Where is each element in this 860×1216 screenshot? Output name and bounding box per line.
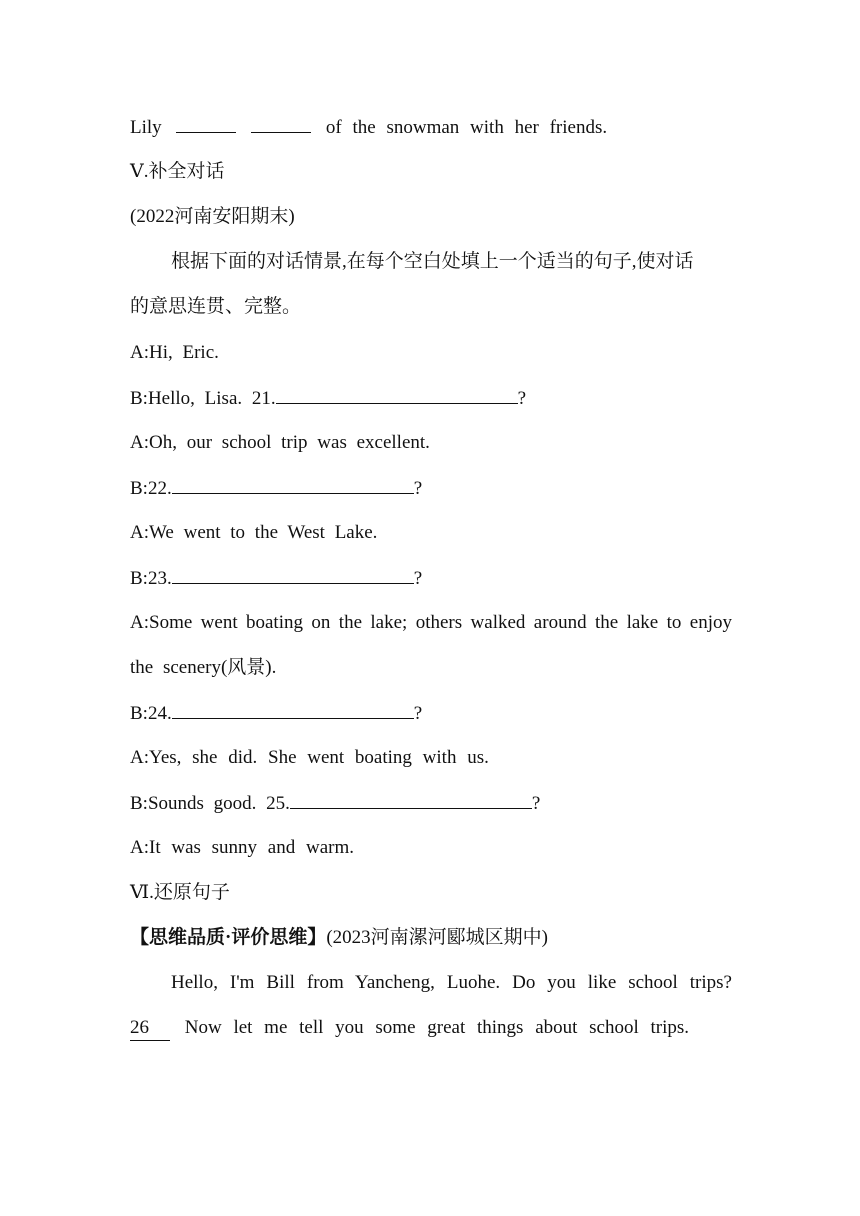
answer-blank-26[interactable] [130, 1016, 170, 1041]
text: B:22. [130, 478, 172, 499]
dialogue-line: A:It was sunny and warm. [130, 837, 354, 858]
dialogue-line [130, 473, 732, 503]
tag-label: 【思维品质·评价思维】 [130, 927, 327, 948]
dialogue-line [130, 563, 732, 593]
text: ? [531, 793, 541, 814]
dialogue-line: A:We went to the West Lake. [130, 522, 378, 543]
instruction: 的意思连贯、完整。 [130, 296, 302, 317]
text: B:Sounds good. 25. [130, 793, 290, 814]
text: ? [413, 478, 423, 499]
answer-blank[interactable] [176, 112, 236, 133]
dialogue-line: A:Oh, our school trip was excellent. [130, 432, 430, 453]
text: ? [413, 703, 423, 724]
dialogue-line [130, 383, 732, 413]
answer-blank[interactable] [172, 563, 414, 584]
section-heading-6: Ⅵ.还原句子 [130, 882, 230, 903]
source-note: (2022河南安阳期末) [130, 206, 295, 227]
section-heading-5: Ⅴ.补全对话 [130, 161, 225, 182]
line-snowman [130, 112, 732, 142]
answer-blank[interactable] [276, 383, 518, 404]
question-number: 26 [130, 1017, 149, 1038]
dialogue-line: A:Some went boating on the lake; others walked around the lake to enjoy [130, 612, 732, 633]
text: ? [413, 568, 423, 589]
dialogue-line: the scenery(风景). [130, 657, 277, 678]
answer-blank[interactable] [172, 698, 414, 719]
passage-line [130, 1013, 732, 1043]
dialogue-line [130, 698, 732, 728]
text: B:Hello, Lisa. 21. [130, 388, 276, 409]
text: B:24. [130, 703, 172, 724]
answer-blank[interactable] [290, 788, 532, 809]
dialogue-line: A:Yes, she did. She went boating with us. [130, 747, 489, 768]
passage-line: Hello, I'm Bill from Yancheng, Luohe. Do you like school trips? [171, 972, 732, 993]
question-header [130, 923, 732, 953]
dialogue-line [130, 788, 732, 818]
text: of the snowman with her friends. [325, 117, 608, 138]
text: Now let me tell you some great things about school trips. [184, 1017, 690, 1038]
text: Lily [130, 117, 162, 138]
text: ? [517, 388, 527, 409]
text: B:23. [130, 568, 172, 589]
dialogue-line: A:Hi, Eric. [130, 342, 219, 363]
source-note: (2023河南漯河郾城区期中) [326, 927, 548, 948]
answer-blank[interactable] [251, 112, 311, 133]
instruction: 根据下面的对话情景,在每个空白处填上一个适当的句子,使对话 [171, 251, 694, 272]
answer-blank[interactable] [172, 473, 414, 494]
